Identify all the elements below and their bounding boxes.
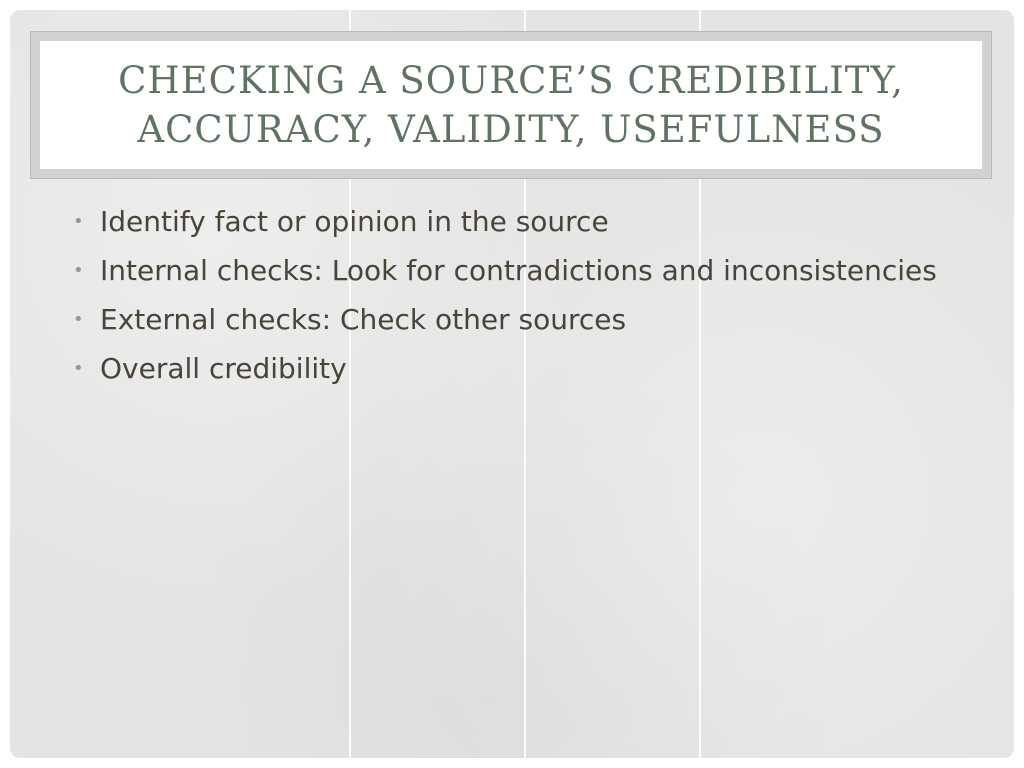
bullet-item [70,251,970,291]
title-line-2: ACCURACY, VALIDITY, USEFULNESS [137,108,885,151]
bullet-dot-icon: • [73,260,84,281]
bullet-text: Identify fact or opinion in the source [100,205,609,238]
bullet-item [70,202,970,242]
slide [10,10,1014,758]
bullet-item [70,300,970,340]
bullet-dot-icon: • [73,358,84,379]
slide-title [40,41,982,169]
bullet-dot-icon: • [73,211,84,232]
bullet-text: External checks: Check other sources [100,303,627,336]
bullet-dot-icon: • [73,309,84,330]
bullet-text: Overall credibility [100,352,347,385]
title-line-1: CHECKING A SOURCE’S CREDIBILITY, [118,59,904,102]
bullet-item [70,349,970,389]
bullet-list [70,202,970,398]
title-frame [30,31,992,179]
bullet-text: Internal checks: Look for contradictions and inconsistencies [100,254,937,287]
